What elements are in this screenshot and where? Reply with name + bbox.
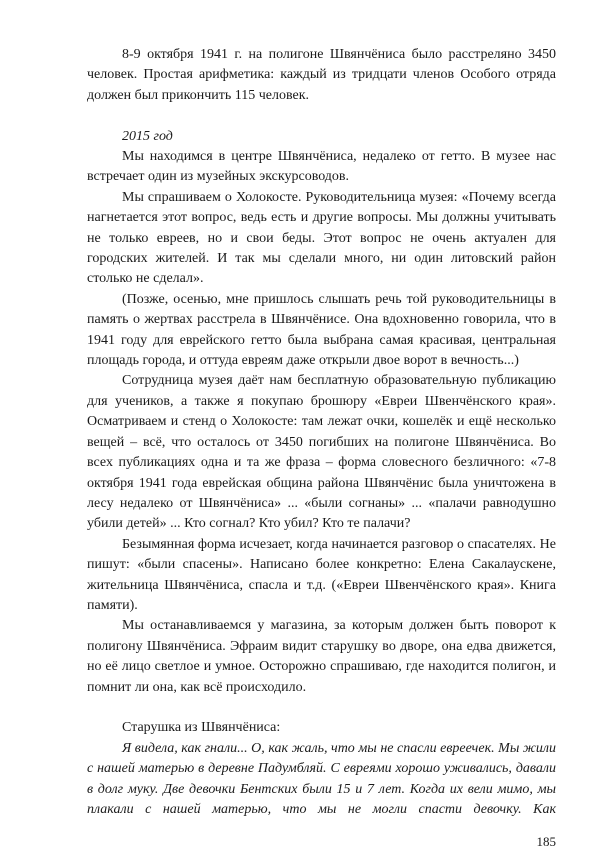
- paragraph: Мы останавливаемся у магазина, за которым должен быть поворот к полигону Швянчёниса. Эфраим видит старушку во дворе, она едва движется, но её лицо светлое и умное. Осторожно спрашиваю, где находится полигон, и помнит ли она, как всё происходило.: [87, 618, 556, 695]
- paragraph-1941: 8-9 октября 1941 г. на полигоне Швянчёниса было расстреляно 3450 человек. Простая арифметика: каждый из тридцати членов Особого отряда должен был прикончить 115 человек.: [87, 47, 556, 103]
- testimony-text: Я видела, как гнали... О, как жаль, что мы не спасли евреечек. Мы жили с нашей матерью в деревне Падумбляй. С евреями хорошо уживались, давали в долг муку. Две девочки Бентских были 15 и 7 лет. Когда их вели мимо, мы плакали с нашей матерью, что мы не могли спасти девочку. Как: [87, 740, 556, 817]
- testimony-speaker: Старушка из Швянчёниса:: [122, 720, 281, 736]
- paragraph: Безымянная форма исчезает, когда начинается разговор о спасателях. Не пишут: «были спасены». Написано более конкретно: Елена Сакалаускене, жительница Швянчёниса, спасла и т.д. («Евреи Швенчёнского края». Книга памяти).: [87, 536, 556, 613]
- paragraph: Мы находимся в центре Швянчёниса, недалеко от гетто. В музее нас встречает один из музейных экскурсоводов.: [87, 149, 556, 185]
- section-heading-2015: 2015 год: [122, 128, 173, 144]
- paragraph: Мы спрашиваем о Холокосте. Руководительница музея: «Почему всегда нагнетается этот вопрос, ведь есть и другие вопросы. Мы должны учитывать не только евреев, но и свои беды. Этот вопрос не очень актуален для городских жителей. И так мы сделали много, ни один литовский район столько не сделал».: [87, 189, 556, 287]
- spacer: [87, 698, 556, 718]
- page-body: [87, 0, 556, 858]
- page-number: 185: [536, 834, 556, 850]
- spacer: [87, 106, 556, 126]
- paragraph: (Позже, осенью, мне пришлось слышать речь той руководительницы в память о жертвах расстрела в Швянчёнисе. Она вдохновенно говорила, что в 1941 году для еврейского гетто была выбрана самая красивая, центральная площадь города, и оттуда евреям даже открыли двое ворот в вечность...): [87, 291, 556, 369]
- paragraph: Сотрудница музея даёт нам бесплатную образовательную публикацию для учеников, а также я покупаю брошюру «Евреи Швенчёнского края». Осматриваем и стенд о Холокосте: там лежат очки, кошелёк и ещё несколько вещей – всё, что осталось от 3450 погибших на полигоне Швянчёниса. Во всех публикациях одна и та же фраза – форма словесного безличного: «7-8 октября 1941 года еврейская община района Швянчёнис была уничтожена в лесу недалеко от Швянчёниса» ... «были согнаны» ... «палачи равнодушно убили детей» ... Кто согнал? Кто убил? Кто те палачи?: [87, 373, 556, 532]
